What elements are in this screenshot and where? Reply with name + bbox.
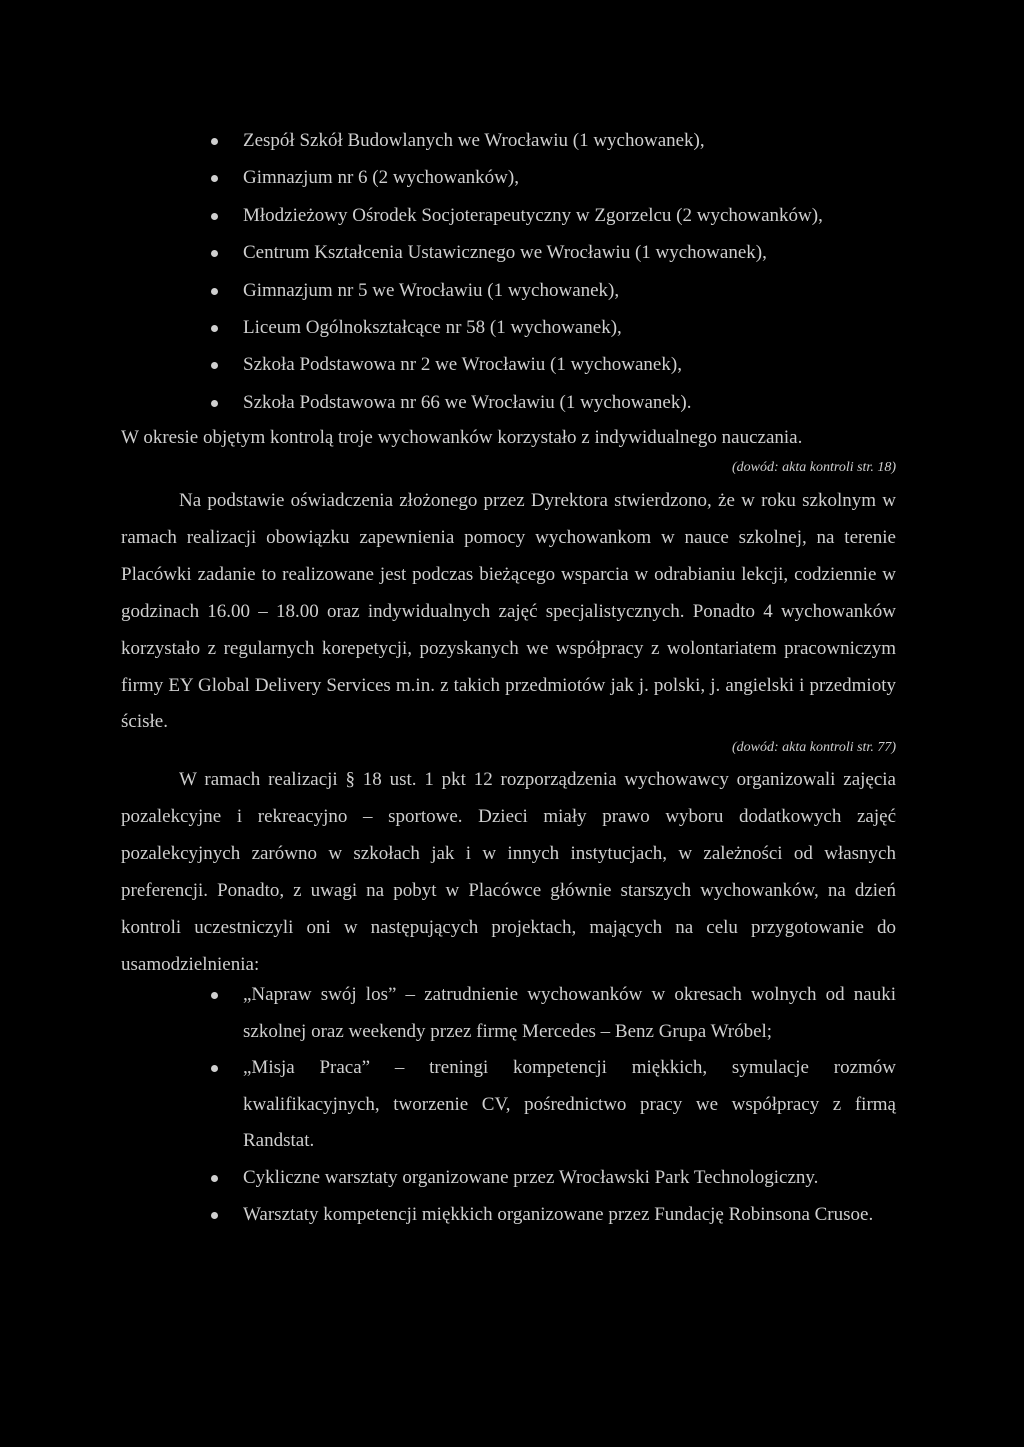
list-item-text: Warsztaty kompetencji miękkich organizowane przez Fundację Robinsona Crusoe.: [243, 1203, 874, 1225]
list-item: [0, 384, 1024, 421]
bullet-icon: [211, 138, 218, 145]
list-item-text: Szkoła Podstawowa nr 66 we Wrocławiu (1 wychowanek).: [243, 391, 692, 413]
institution-list: [0, 122, 1024, 421]
list-item-text: „Napraw swój los” – zatrudnienie wychowanków w okresach wolnych od nauki szkolnej oraz weekendy przez firmę Mercedes – Benz Grupa Wróbel;: [243, 984, 896, 1042]
paragraph-extracurricular: W ramach realizacji § 18 ust. 1 pkt 12 rozporządzenia wychowawcy organizowali zajęcia pozalekcyjne i rekreacyjno – sportowe. Dzieci miały prawo wyboru dodatkowych zajęć pozalekcyjnych zarówno w szkołach jak i w innych instytucjach, w zależności od własnych preferencji. Ponadto, z uwagi na pobyt w Placówce głównie starszych wychowanków, na dzień kontroli uczestniczyli oni w następujących projektach, mających na celu przygotowanie do usamodzielnienia:: [121, 769, 896, 975]
list-item-text: Gimnazjum nr 5 we Wrocławiu (1 wychowanek),: [243, 279, 620, 301]
list-item-text: Szkoła Podstawowa nr 2 we Wrocławiu (1 wychowanek),: [243, 354, 682, 376]
bullet-icon: [211, 400, 218, 407]
list-item: [243, 1197, 896, 1234]
bullet-icon: [211, 1065, 218, 1072]
list-item: [243, 1050, 896, 1160]
bullet-icon: [211, 250, 218, 257]
evidence-reference: (dowód: akta kontroli str. 18): [732, 460, 896, 475]
list-item: [0, 197, 1024, 234]
bullet-icon: [211, 1175, 218, 1182]
list-item: [0, 309, 1024, 346]
bullet-icon: [211, 325, 218, 332]
list-item: [243, 1160, 896, 1197]
bullet-icon: [211, 362, 218, 369]
list-item-text: Gimnazjum nr 6 (2 wychowanków),: [243, 167, 519, 189]
list-item: [0, 272, 1024, 309]
list-item: [0, 159, 1024, 196]
evidence-reference: (dowód: akta kontroli str. 77): [732, 740, 896, 755]
bullet-icon: [211, 1212, 218, 1219]
list-item: [0, 234, 1024, 271]
list-item-text: Młodzieżowy Ośrodek Socjoterapeutyczny w Zgorzelcu (2 wychowanków),: [243, 204, 823, 226]
project-list: [0, 977, 1024, 1233]
bullet-icon: [211, 213, 218, 220]
bullet-icon: [211, 992, 218, 999]
bullet-icon: [211, 175, 218, 182]
list-item-text: Zespół Szkół Budowlanych we Wrocławiu (1 wychowanek),: [243, 130, 705, 151]
bullet-icon: [211, 288, 218, 295]
list-item: [0, 346, 1024, 383]
list-item-text: „Misja Praca” – treningi kompetencji miękkich, symulacje rozmów kwalifikacyjnych, tworzenie CV, pośrednictwo pracy we współpracy z firmą Randstat.: [243, 1057, 896, 1152]
individual-teaching-note: W okresie objętym kontrolą troje wychowanków korzystało z indywidualnego nauczania.: [121, 427, 803, 448]
list-item: [243, 977, 896, 1050]
list-item: [0, 122, 1024, 159]
list-item-text: Centrum Kształcenia Ustawicznego we Wrocławiu (1 wychowanek),: [243, 242, 767, 264]
list-item-text: Liceum Ogólnokształcące nr 58 (1 wychowanek),: [243, 316, 622, 338]
paragraph-learning-support: Na podstawie oświadczenia złożonego przez Dyrektora stwierdzono, że w roku szkolnym w ramach realizacji obowiązku zapewnienia pomocy wychowankom w nauce szkolnej, na terenie Placówki zadanie to realizowane jest podczas bieżącego wsparcia w odrabianiu lekcji, codziennie w godzinach 16.00 – 18.00 oraz indywidualnych zajęć specjalistycznych. Ponadto 4 wychowanków korzystało z regularnych korepetycji, pozyskanych we współpracy z wolontariatem pracowniczym firmy EY Global Delivery Services m.in. z takich przedmiotów jak j. polski, j. angielski i przedmioty ścisłe.: [121, 490, 896, 733]
list-item-text: Cykliczne warsztaty organizowane przez Wrocławski Park Technologiczny.: [243, 1166, 819, 1188]
